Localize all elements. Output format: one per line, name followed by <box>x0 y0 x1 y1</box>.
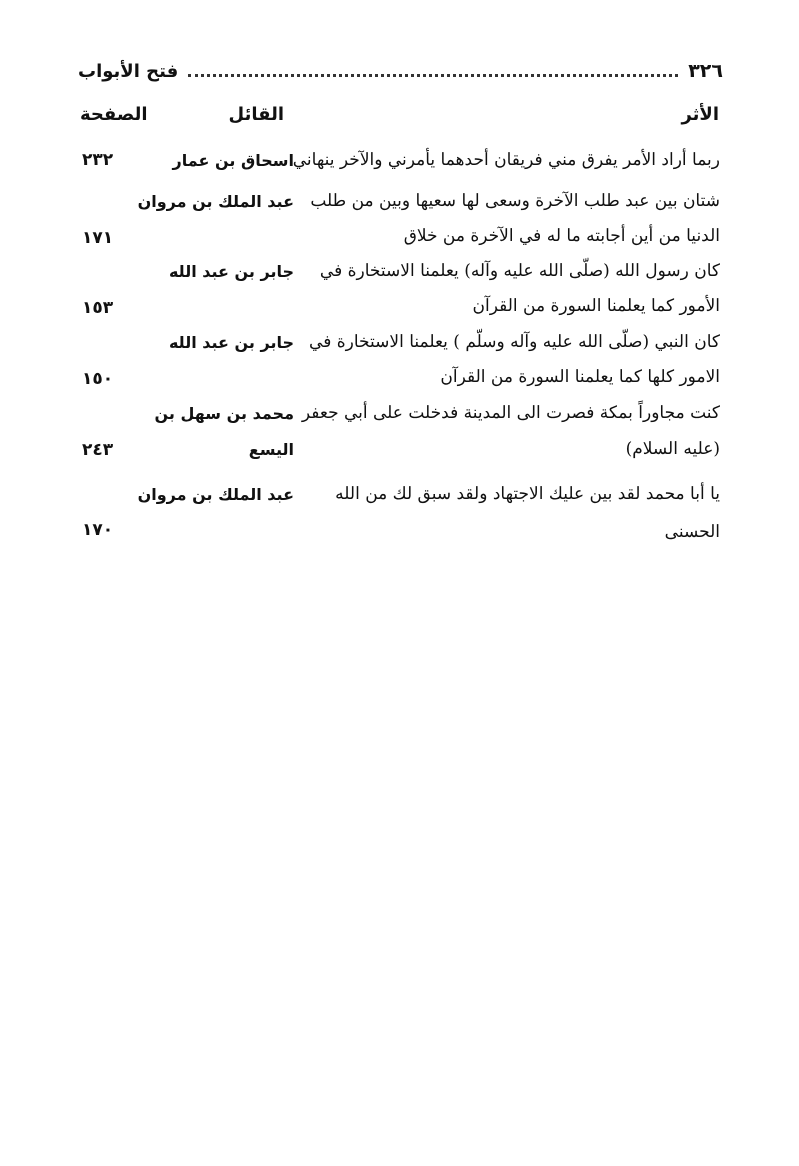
entry-2-page: ١٧١ <box>82 228 114 248</box>
entry-6-qail: عبد الملك بن مروان <box>137 485 294 504</box>
entry-6-athar-line-2: الحسنى <box>664 522 720 542</box>
entry-5-qail-line-2: اليسع <box>248 440 294 459</box>
entry-1-athar-line-1: ربما أراد الأمر يفرق مني فريقان أحدهما يأمرني والآخر ينهاني <box>292 150 720 170</box>
page-number: ٣٢٦ <box>688 60 723 82</box>
entry-4-page: ١٥٠ <box>82 369 114 389</box>
entry-6-athar-line-1: يا أبا محمد لقد بين عليك الاجتهاد ولقد سبق لك من الله <box>335 484 720 504</box>
running-title: فتح الأبواب <box>78 60 179 82</box>
column-header-athar: الأثر <box>681 104 719 125</box>
entry-1-page: ٢٣٢ <box>82 150 114 170</box>
entry-3-athar-line-1: كان رسول الله (صلّى الله عليه وآله) يعلمنا الاستخارة في <box>319 261 720 281</box>
entry-1-qail: اسحاق بن عمار <box>172 151 294 170</box>
entry-3-qail: جابر بن عبد الله <box>168 262 294 281</box>
entry-4-athar-line-1: كان النبي (صلّى الله عليه وآله وسلّم ) يعلمنا الاستخارة في <box>309 332 720 352</box>
entry-5-page: ٢٤٣ <box>82 440 114 460</box>
page-header <box>78 54 723 88</box>
column-header-page: الصفحة <box>80 104 148 125</box>
entry-5-athar-line-2: (عليه السلام) <box>625 439 720 459</box>
entry-5-athar-line-1: كنت مجاوراً بمكة فصرت الى المدينة فدخلت على أبي جعفر <box>301 403 720 423</box>
entry-3-page: ١٥٣ <box>82 298 114 318</box>
dotted-leader <box>188 74 678 77</box>
entry-3-athar-line-2: الأمور كما يعلمنا السورة من القرآن <box>472 296 720 316</box>
entry-6-page: ١٧٠ <box>82 520 114 540</box>
entry-5-qail-line-1: محمد بن سهل بن <box>154 404 294 423</box>
entry-2-athar-line-1: شتان بين عبد طلب الآخرة وسعى لها سعيها وبين من طلب <box>310 191 720 211</box>
entry-4-athar-line-2: الامور كلها كما يعلمنا السورة من القرآن <box>440 367 720 387</box>
entry-2-athar-line-2: الدنيا من أين أجابته ما له في الآخرة من خلاق <box>403 226 720 246</box>
entry-4-qail: جابر بن عبد الله <box>168 333 294 352</box>
entry-2-qail: عبد الملك بن مروان <box>137 192 294 211</box>
column-header-qail: القائل <box>228 104 284 125</box>
